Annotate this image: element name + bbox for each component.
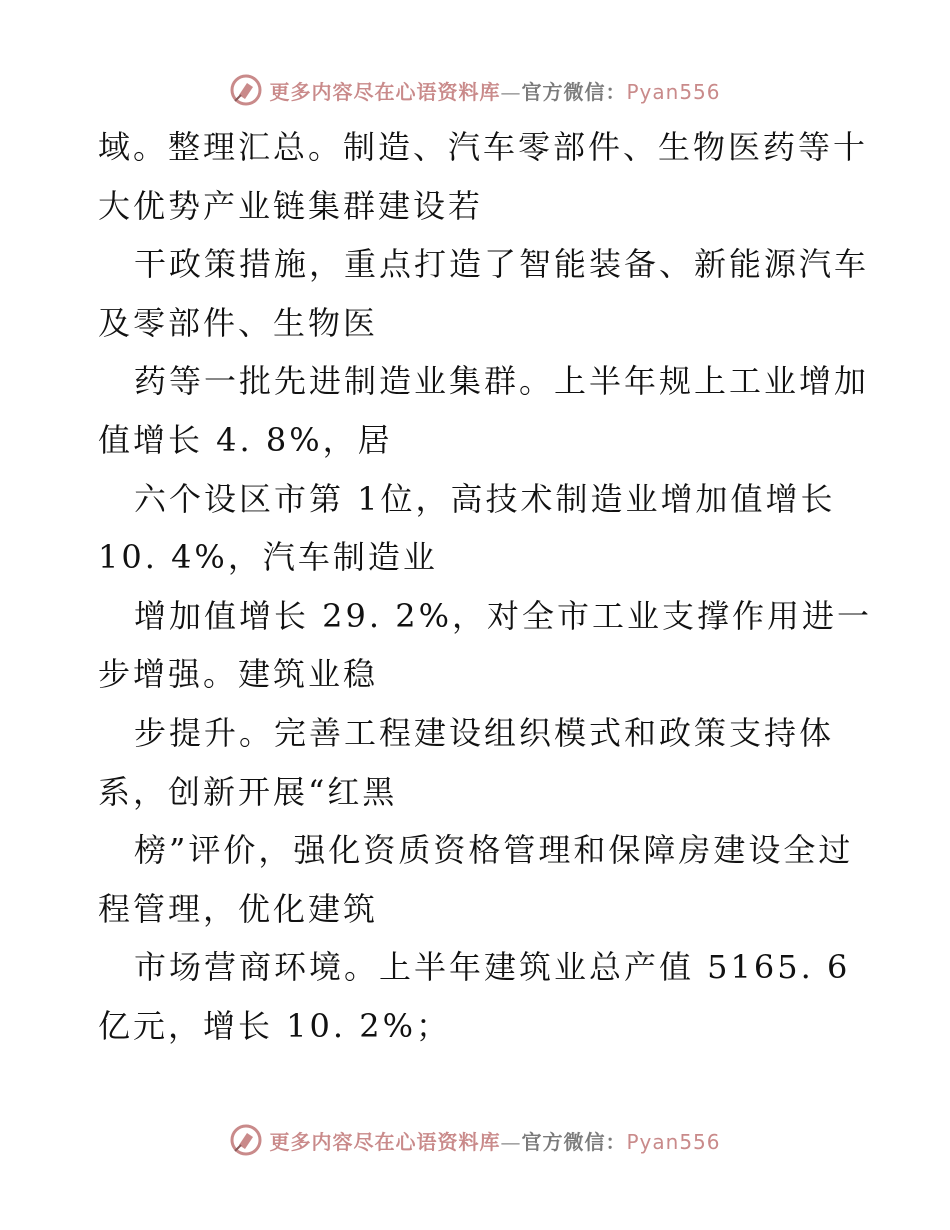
watermark-dash: — — [500, 1129, 522, 1154]
watermark-text — [269, 76, 720, 105]
text-line: 市场营商环境。上半年建筑业总产值 5165. 6 — [134, 948, 851, 987]
text-line: 增加值增长 29. 2%，对全市工业支撑作用进一 — [134, 596, 873, 635]
text-line: 值增长 4. 8%，居 — [98, 420, 393, 459]
watermark-prefix: 更多内容尽在心语资料库 — [269, 79, 501, 104]
text-line: 六个设区市第 1位，高技术制造业增加值增长 — [134, 479, 836, 518]
text-line: 步提升。完善工程建设组织模式和政策支持体 — [134, 713, 835, 752]
watermark-text — [269, 1126, 720, 1155]
text-line: 干政策措施，重点打造了智能装备、新能源汽车 — [134, 245, 870, 284]
watermark-official: 官方微信： — [521, 1129, 627, 1154]
library-logo-icon — [229, 1123, 263, 1157]
text-line: 域。整理汇总。制造、汽车零部件、生物医药等十 — [98, 128, 869, 166]
text-line: 药等一批先进制造业集群。上半年规上工业增加 — [134, 362, 870, 401]
text-line: 步增强。建筑业稳 — [98, 655, 379, 694]
watermark-dash: — — [500, 79, 522, 104]
header-watermark — [0, 70, 950, 110]
text-line: 程管理，优化建筑 — [98, 889, 379, 928]
text-line: 亿元，增长 10. 2%； — [98, 1006, 452, 1045]
text-line: 及零部件、生物医 — [98, 303, 379, 342]
text-line: 大优势产业链集群建设若 — [98, 186, 484, 225]
footer-watermark — [0, 1120, 950, 1160]
watermark-wechat-id: Pyan556 — [626, 1129, 721, 1154]
text-line: 榜”评价，强化资质资格管理和保障房建设全过 — [134, 831, 854, 870]
library-logo-icon — [229, 73, 263, 107]
text-line: 系，创新开展“红黑 — [98, 772, 398, 811]
document-body — [98, 118, 873, 1056]
watermark-prefix: 更多内容尽在心语资料库 — [269, 1129, 501, 1154]
text-line: 10. 4%，汽车制造业 — [98, 538, 438, 577]
watermark-wechat-id: Pyan556 — [626, 79, 721, 104]
watermark-official: 官方微信： — [521, 79, 627, 104]
